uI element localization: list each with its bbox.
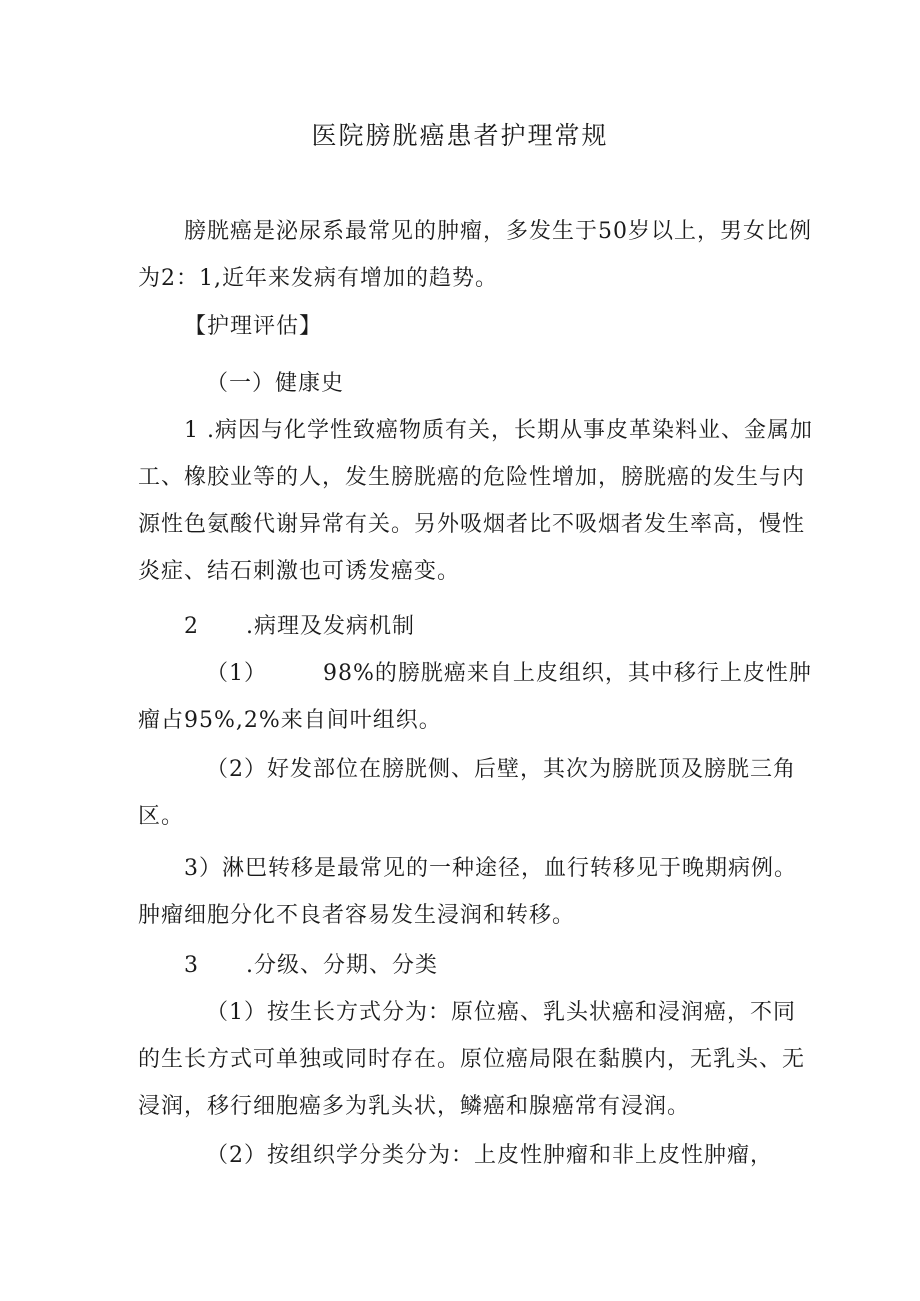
intro-paragraph: 膀胱癌是泌尿系最常见的肿瘤，多发生于50岁以上，男女比例为2：1,近年来发病有增加的趋势。 (138, 219, 812, 291)
paragraph-pathology-1-text: 98%的膀胱癌来自上皮组织，其中移行上皮性肿瘤占95%,2%来自间叶组织。 (138, 661, 812, 733)
heading-pathology-number: 2 (184, 614, 199, 639)
heading-classification (184, 942, 438, 989)
paragraph-etiology: 1 .病因与化学性致癌物质有关，长期从事皮革染料业、金属加工、橡胶业等的人，发生膀胱癌的危险性增加，膀胱癌的发生与内源性色氨酸代谢异常有关。另外吸烟者比不吸烟者发生率高，慢性炎症、结石刺激也可诱发癌变。 (138, 418, 813, 584)
paragraph-pathology-2: （2）好发部位在膀胱侧、后壁，其次为膀胱顶及膀胱三角区。 (138, 757, 796, 829)
heading-classification-text: .分级、分期、分类 (246, 953, 438, 978)
page-title: 医院膀胱癌患者护理常规 (311, 121, 609, 150)
section-heading-assessment: 【护理评估】 (184, 314, 323, 339)
heading-pathology (184, 603, 415, 650)
paragraph-classification-2: （2）按组织学分类分为：上皮性肿瘤和非上皮性肿瘤， (206, 1143, 773, 1168)
heading-classification-number: 3 (184, 953, 199, 978)
heading-pathology-text: .病理及发病机制 (246, 614, 415, 639)
subsection-heading-history: （一）健康史 (206, 371, 345, 396)
paragraph-pathology-3: 3）淋巴转移是最常见的一种途径，血行转移见于晚期病例。肿瘤细胞分化不良者容易发生浸润和转移。 (138, 856, 797, 928)
paragraph-pathology-1-number: （1） (206, 661, 267, 686)
paragraph-pathology-1 (138, 650, 818, 744)
paragraph-classification-1: （1）按生长方式分为：原位癌、乳头状癌和浸润癌，不同的生长方式可单独或同时存在。原位癌局限在黏膜内，无乳头、无浸润，移行细胞癌多为乳头状，鳞癌和腺癌常有浸润。 (138, 1000, 806, 1119)
